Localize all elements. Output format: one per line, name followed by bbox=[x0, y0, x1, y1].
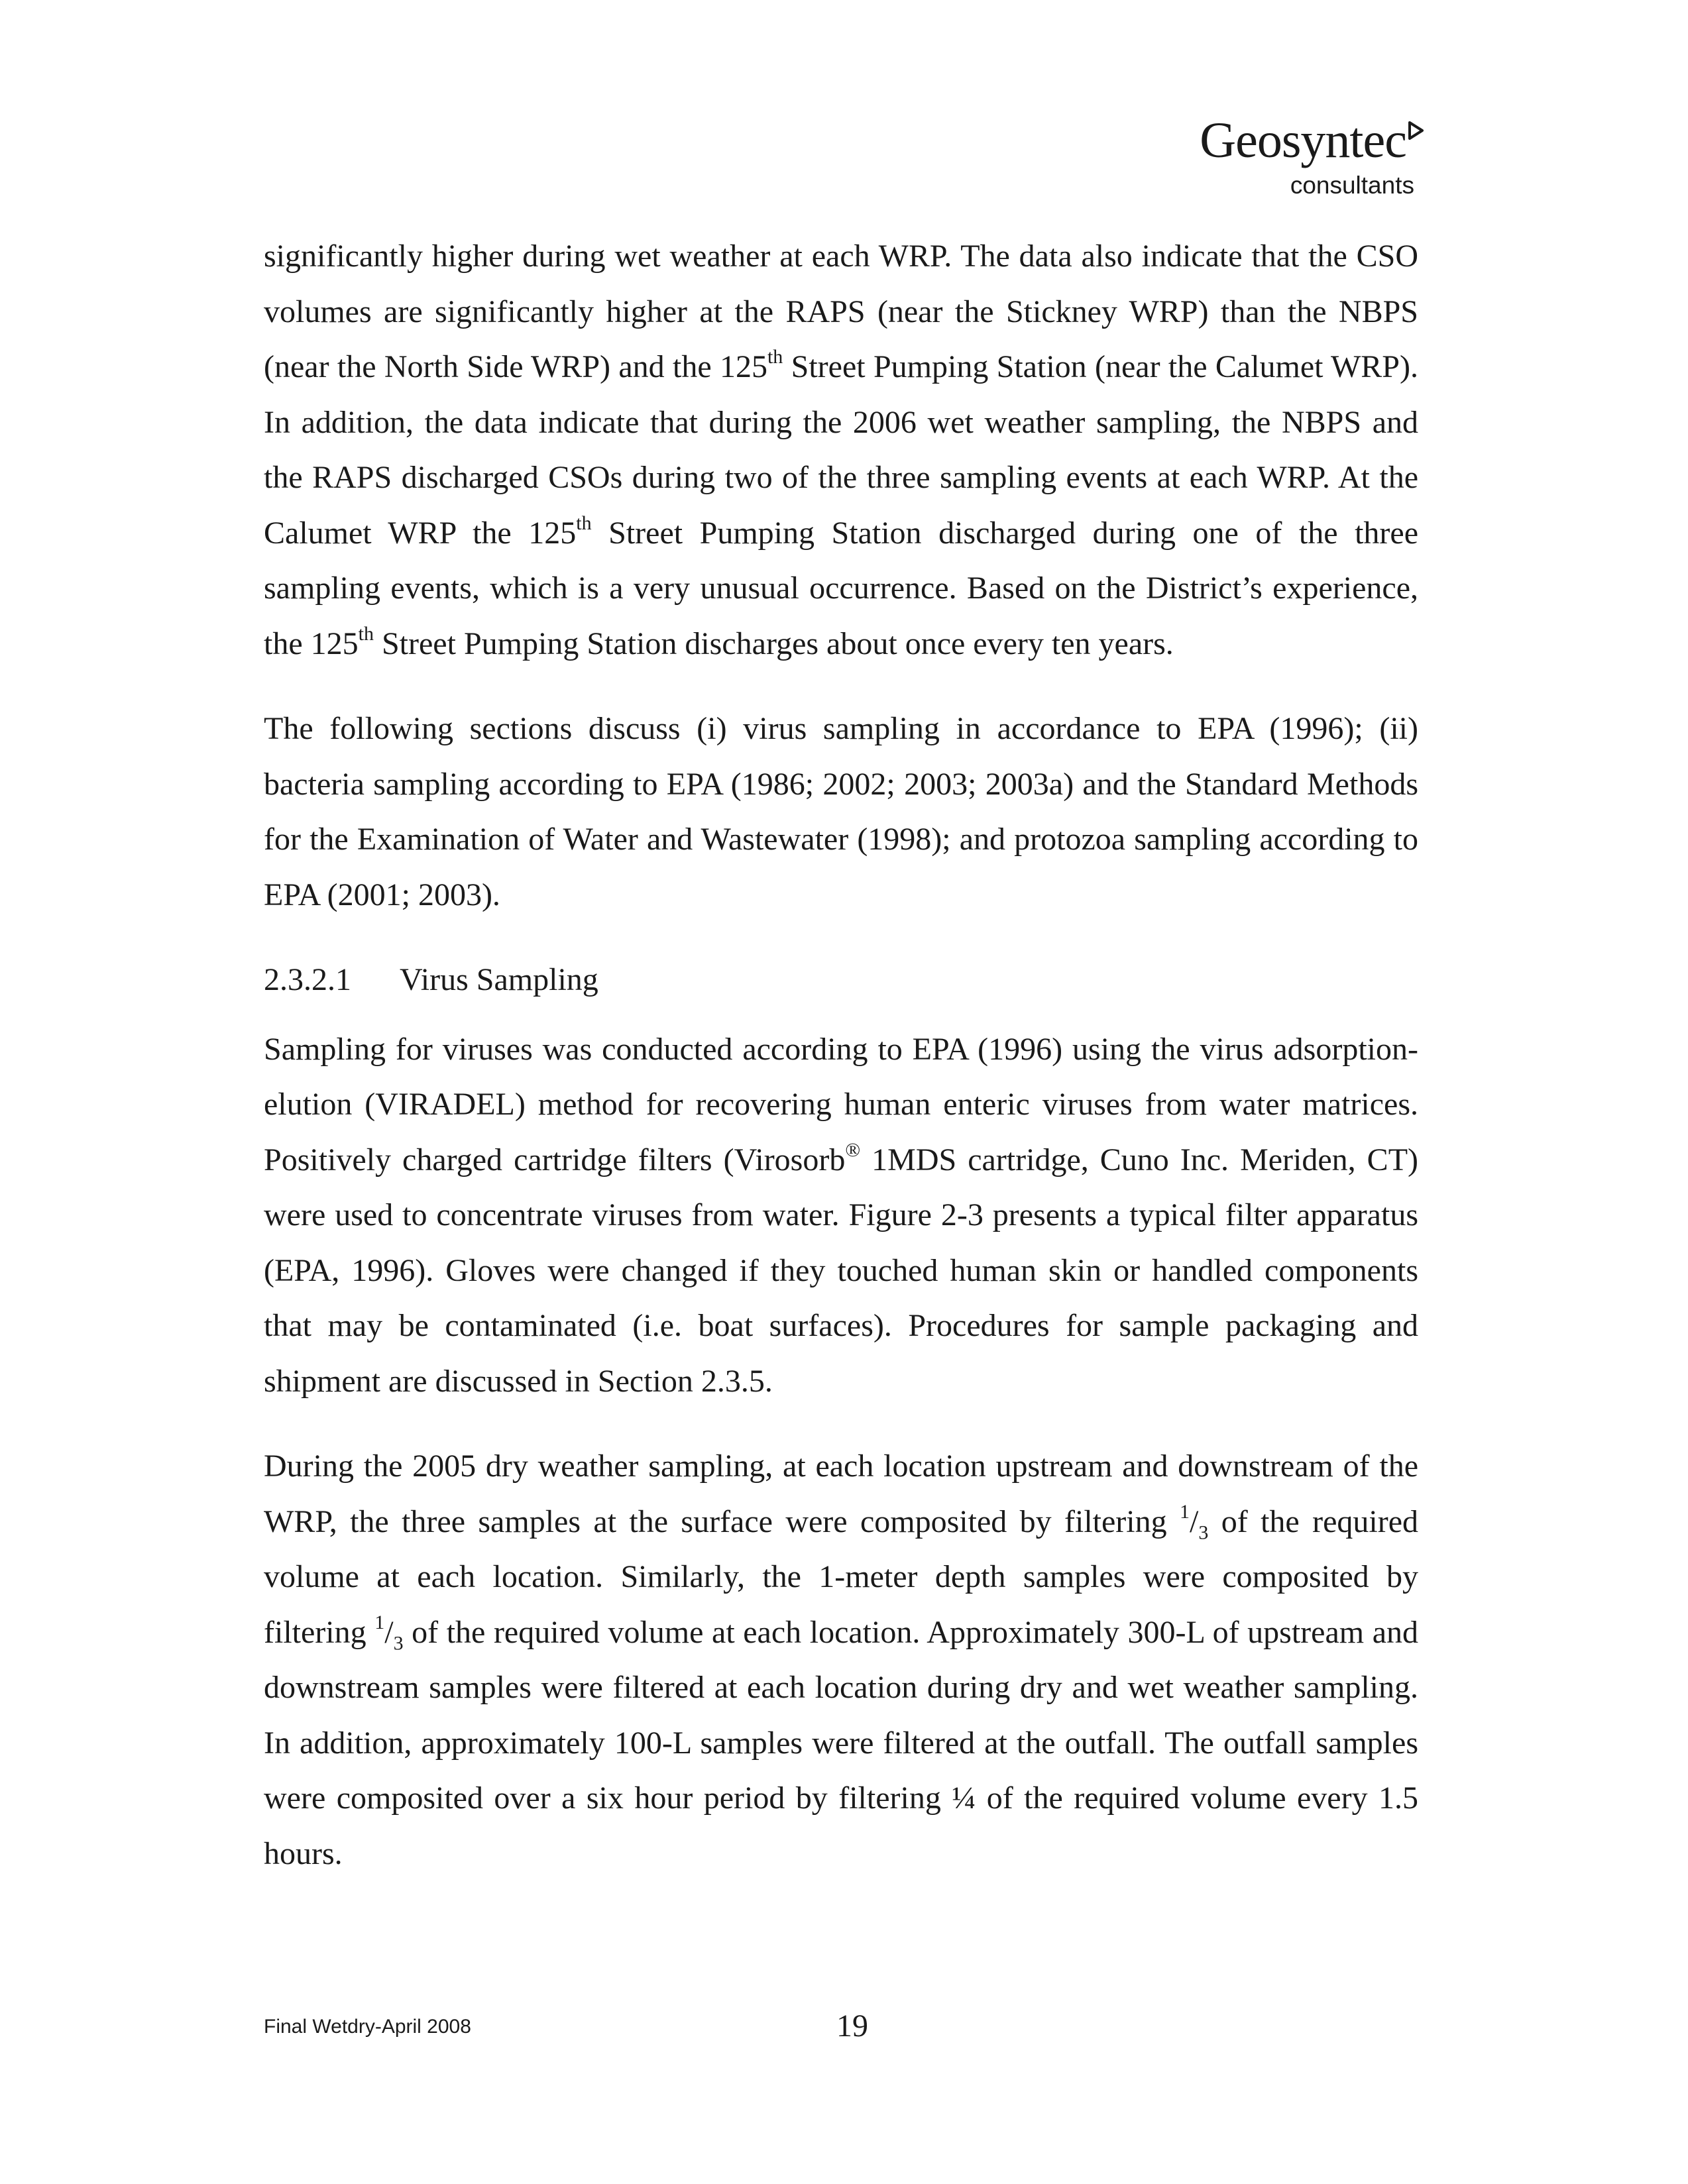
section-number: 2.3.2.1 bbox=[264, 962, 351, 997]
logo-triangle-icon bbox=[1408, 121, 1425, 140]
paragraph-virus-sampling: Sampling for viruses was conducted according to EPA (1996) using the virus adsorption-elution (VIRADEL) method for recovering human enteric viruses from water matrices. Positively charged cartridge filters (Virosorb® 1MDS cartridge, Cuno Inc. Meriden, CT) were used to concentrate viruses from water. Figure 2-3 presents a typical filter apparatus (EPA, 1996). Gloves were changed if they touched human skin or handled components that may be contaminated (i.e. boat surfaces). Procedures for sample packaging and shipment are discussed in Section 2.3.5. bbox=[264, 1031, 1418, 1399]
document-body bbox=[264, 229, 1418, 1881]
section-title: Virus Sampling bbox=[400, 962, 598, 997]
logo-subtitle: consultants bbox=[1290, 172, 1414, 199]
paragraph-cso-volumes: significantly higher during wet weather at each WRP. The data also indicate that the CSO volumes are significantly higher at the RAPS (near the Stickney WRP) than the NBPS (near the North Side WRP) and the 125th Street Pumping Station (near the Calumet WRP). In addition, the data indicate that during the 2006 wet weather sampling, the NBPS and the RAPS discharged CSOs during two of the three sampling events at each WRP. At the Calumet WRP the 125th Street Pumping Station discharged during one of the three sampling events, which is a very unusual occurrence. Based on the District’s experience, the 125th Street Pumping Station discharges about once every ten years. bbox=[264, 239, 1419, 661]
page-number: 19 bbox=[836, 2008, 868, 2044]
geosyntec-logo bbox=[1173, 114, 1425, 199]
logo-name: Geosyntec bbox=[1200, 113, 1406, 168]
section-heading bbox=[264, 952, 1418, 1008]
footer-document-id: Final Wetdry-April 2008 bbox=[264, 2016, 471, 2038]
paragraph-compositing: During the 2005 dry weather sampling, at each location upstream and downstream of the WRP, the three samples at the surface were composited by filtering $^1/_3$ of the required volume at each location. Similarly, the 1-meter depth samples were composited by filtering $^1/_3$ of the required volume at each location. Approximately 300-L of upstream and downstream samples were filtered at each location during dry and wet weather sampling. In addition, approximately 100-L samples were filtered at the outfall. The outfall samples were composited over a six hour period by filtering ¼ of the required volume every 1.5 hours. bbox=[264, 1448, 1418, 1871]
paragraph-sections-overview: The following sections discuss (i) virus sampling in accordance to EPA (1996); (ii) bacteria sampling according to EPA (1986; 2002; 2003; 2003a) and the Standard Methods for the Examination of Water and Wastewater (1998); and protozoa sampling according to EPA (2001; 2003). bbox=[264, 711, 1418, 912]
